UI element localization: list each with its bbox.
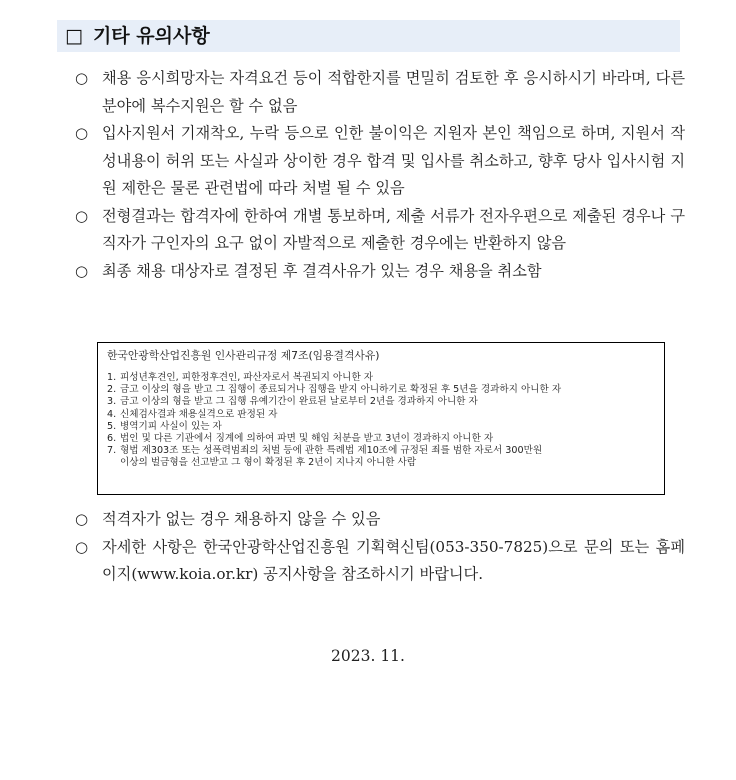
circle-bullet-icon: ○ bbox=[75, 510, 89, 528]
list-item bbox=[75, 506, 685, 534]
rule-number: 4. bbox=[107, 408, 117, 420]
note-text: 자세한 사항은 한국안광학산업진흥원 기획혁신팀(053-350-7825)으로 문의 또는 홈페이지(www.koia.or.kr) 공지사항을 참조하시기 바랍니다. bbox=[102, 537, 685, 583]
rule-number: 6. bbox=[107, 433, 117, 445]
note-text: 전형결과는 합격자에 한하여 개별 통보하며, 제출 서류가 전자우편으로 제출된 경우나 구직자가 구인자의 요구 없이 자발적으로 제출한 경우에는 반환하지 않음 bbox=[102, 206, 685, 252]
rule-text: 형법 제303조 또는 성폭력범죄의 처벌 등에 관한 특례법 제10조에 규정된 죄를 범한 자로서 300만원 bbox=[120, 445, 543, 457]
rule-item bbox=[107, 384, 656, 396]
rule-item bbox=[107, 372, 656, 384]
rule-item bbox=[107, 409, 656, 421]
notes-list-top bbox=[75, 65, 685, 285]
rule-item bbox=[107, 396, 656, 408]
rule-text: 신체검사결과 채용실격으로 판정된 자 bbox=[120, 408, 278, 420]
rule-item bbox=[107, 433, 656, 445]
rule-text: 금고 이상의 형을 받고 그 집행이 종료되거나 집행을 받지 아니하기로 확정된 후 5년을 경과하지 아니한 자 bbox=[120, 384, 562, 396]
circle-bullet-icon: ○ bbox=[75, 537, 89, 556]
list-item bbox=[75, 258, 685, 286]
list-item bbox=[75, 534, 685, 589]
rule-text: 피성년후견인, 피한정후견인, 파산자로서 복권되지 아니한 자 bbox=[120, 372, 374, 383]
rule-number: 7. bbox=[107, 445, 117, 457]
list-item bbox=[75, 203, 685, 258]
section-title: 기타 유의사항 bbox=[92, 25, 210, 47]
rule-item bbox=[107, 445, 656, 469]
rules-list bbox=[107, 372, 656, 470]
rule-item bbox=[107, 421, 656, 433]
rule-number: 1. bbox=[107, 372, 117, 383]
rule-text-continued: 이상의 벌금형을 선고받고 그 형이 확정된 후 2년이 지나지 아니한 사람 bbox=[120, 457, 417, 469]
note-text: 채용 응시희망자는 자격요건 등이 적합한지를 면밀히 검토한 후 응시하시기 바라며, 다른 분야에 복수지원은 할 수 없음 bbox=[102, 69, 685, 115]
circle-bullet-icon: ○ bbox=[75, 124, 89, 142]
circle-bullet-icon: ○ bbox=[75, 69, 89, 87]
note-text: 적격자가 없는 경우 채용하지 않을 수 있음 bbox=[102, 510, 381, 528]
list-item bbox=[75, 120, 685, 203]
checkbox-icon: □ bbox=[65, 25, 83, 47]
disqualification-rules-box bbox=[97, 342, 665, 495]
rule-number: 3. bbox=[107, 396, 117, 408]
rules-title: 한국안광학산업진흥원 인사관리규정 제7조(임용결격사유) bbox=[107, 349, 380, 362]
rule-text: 병역기피 사실이 있는 자 bbox=[120, 420, 222, 432]
rule-text: 법인 및 다른 기관에서 징계에 의하여 파면 및 해임 처분을 받고 3년이 경과하지 아니한 자 bbox=[120, 433, 494, 445]
list-item bbox=[75, 65, 685, 120]
document-date: 2023. 11. bbox=[331, 647, 405, 665]
rule-text: 금고 이상의 형을 받고 그 집행 유예기간이 완료된 날로부터 2년을 경과하지 아니한 자 bbox=[120, 396, 478, 408]
circle-bullet-icon: ○ bbox=[75, 261, 89, 280]
rule-number: 5. bbox=[107, 420, 117, 432]
note-text: 입사지원서 기재착오, 누락 등으로 인한 불이익은 지원자 본인 책임으로 하며, 지원서 작성내용이 허위 또는 사실과 상이한 경우 합격 및 입사를 취소하고, 향후 당사 입사시험 지원 제한은 물론 관련법에 따라 처벌 될 수 있음 bbox=[102, 124, 685, 197]
note-text: 최종 채용 대상자로 결정된 후 결격사유가 있는 경우 채용을 취소함 bbox=[102, 261, 542, 280]
notes-list-bottom bbox=[75, 506, 685, 589]
section-header bbox=[57, 20, 680, 52]
rule-number: 2. bbox=[107, 384, 117, 396]
circle-bullet-icon: ○ bbox=[75, 206, 89, 225]
